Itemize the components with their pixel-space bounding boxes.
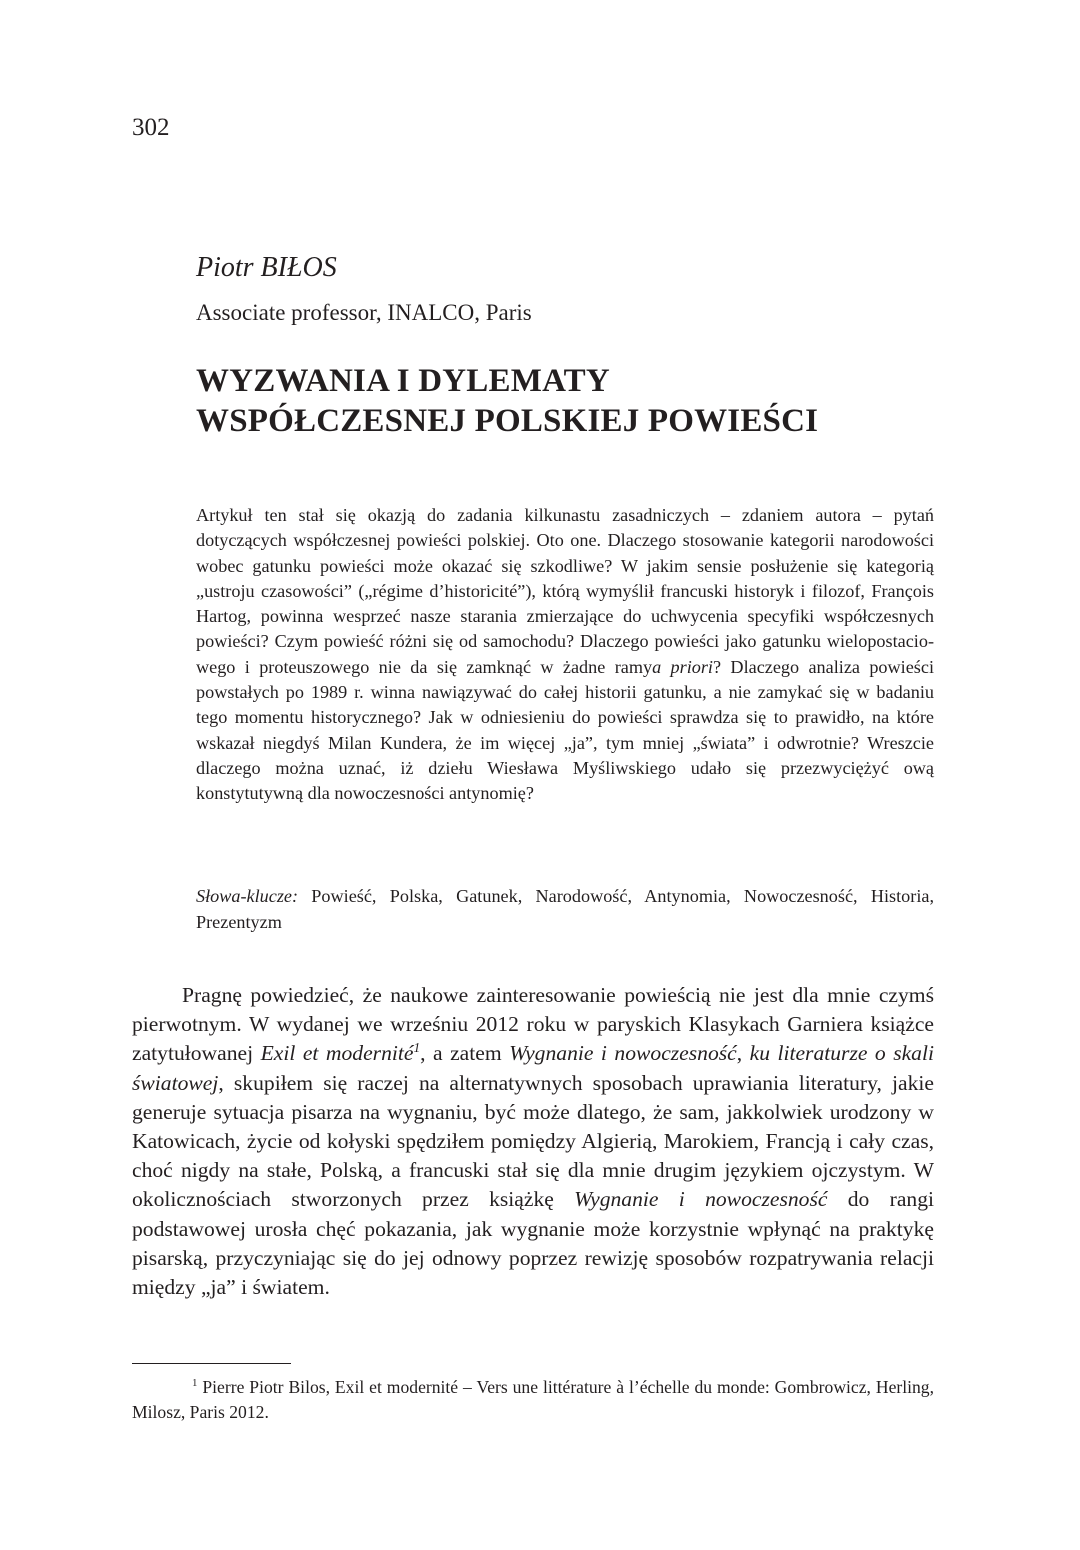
footnote-paragraph <box>132 1375 934 1425</box>
body-paragraph <box>132 981 934 1302</box>
body-text-3: , <box>736 1041 750 1066</box>
body-text-4: , skupiłem się raczej na alternatywnych sposobach uprawiania literatury, jakie generuje sytuacja pisarza na wygnaniu, być może dlatego, że sam, jakkolwiek urodzony w Katowicach, życie od kołyski spędziłem pomiędzy Algierią, Marokiem, Francją i cały czas, choć nigdy na stałe, Polską, a francuski stał się dla mnie drugim językiem ojczystym. W okolicznościach stworzonych przez książkę <box>132 1070 934 1212</box>
article-title <box>196 361 936 441</box>
book-subtitle-polish: ku literaturze o skali światowej <box>132 1041 934 1095</box>
abstract-text-1: Artykuł ten stał się okazją do zadania kilkunastu zasadniczych – zdaniem autora – pytań dotyczących współczesnej powieści polskiej. Oto one. Dlaczego stosowanie kategorii narodowości wobec gatunku powieści może okazać się szkodliwe? W jakim sensie posłużenie się kategorią „ustroju czasowości” („régime d’historicité”), którą wymyślił francuski historyk i filozof, François Hartog, powinna wesprzeć nasze starania zmierzające do uchwycenia specyfiki współczesnych powieści? Czym powieść różni się od samochodu? Dlaczego powieści jako gatunku wielopostaciowego i proteuszowego nie da się zamknąć w żadne ramy <box>196 505 934 677</box>
title-line-2: WSPÓŁCZESNEJ POLSKIEJ POWIEŚCI <box>196 403 819 439</box>
author-affiliation: Associate professor, INALCO, Paris <box>196 300 532 325</box>
book-title-polish-2: Wygnanie i nowoczesność <box>574 1187 828 1212</box>
footnote <box>132 1375 934 1425</box>
abstract <box>196 503 934 807</box>
abstract-text-2: ? Dlaczego analiza powieści powstałych po 1989 r. winna nawiązywać do całej historii gatunku, a nie zamykać się w badaniu tego momentu historycznego? Jak w odniesieniu do powieści sprawdza się to prawidło, na które wskazał niegdyś Milan Kundera, że im więcej „ja”, tym mniej „świata” i odwrotnie? Wreszcie dlaczego można uznać, iż dziełu Wiesława Myśliwskiego udało się przezwyciężyć ową konstytutywną dla nowoczesności antynomię? <box>196 656 934 804</box>
title-line-1: WYZWANIA I DYLEMATY <box>196 363 610 399</box>
abstract-italic-term: a priori <box>652 656 713 677</box>
keywords-label: Słowa-klucze: <box>196 886 299 906</box>
page-number: 302 <box>132 114 170 141</box>
body-text-1: Pragnę powiedzieć, że naukowe zainteresowanie powieścią nie jest dla mnie czymś pierwotnym. W wydanej we wrześniu 2012 roku w paryskich Klasykach Garniera książce zatytułowanej <box>132 983 934 1066</box>
keywords-list: Powieść, Polska, Gatunek, Narodowość, Antynomia, Nowoczesność, Historia, Prezentyzm <box>196 886 934 932</box>
footnote-reference[interactable]: 1 <box>413 1040 421 1056</box>
abstract-paragraph <box>196 503 934 807</box>
body-text <box>132 981 934 1302</box>
body-text-2: , a zatem <box>420 1041 510 1066</box>
author-name: Piotr BIŁOS <box>196 252 337 283</box>
body-text-5: do rangi podstawowej urosła chęć pokazania, jak wygnanie może korzystnie wpłynąć na praktykę pisarską, przyczyniając się do jej odnowy poprzez rewizję sposobów rozpatrywania relacji między „ja” i światem. <box>132 1187 934 1300</box>
book-title-polish: Wygnanie i nowoczesność <box>509 1041 737 1066</box>
keywords <box>196 884 934 935</box>
footnote-marker: 1 <box>192 1377 198 1390</box>
footnote-divider <box>132 1363 291 1364</box>
book-title-french: Exil et modernité <box>260 1041 414 1066</box>
footnote-text: Pierre Piotr Bilos, Exil et modernité – Vers une littérature à l’échelle du monde: Gombrowicz, Herling, Milosz, Paris 2012. <box>132 1377 934 1422</box>
